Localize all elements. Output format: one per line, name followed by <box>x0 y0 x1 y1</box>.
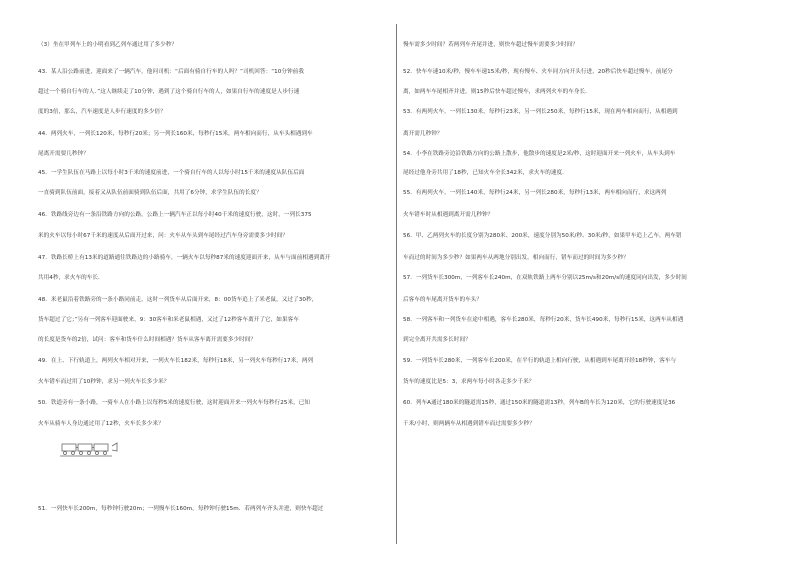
right-column-line-5: 离开需几秒钟？ <box>403 131 443 137</box>
right-column-line-6: 54．小李在铁路旁边沿铁路方向的公路上散步，他散步的速度是2米/秒，这时迎面开来一列火车，从车头到车 <box>403 151 676 157</box>
column-divider <box>396 24 397 544</box>
right-column-line-2: 52．快车车速10米/秒，慢车车速15米/秒，现有慢车、火车同方向开头行进，20秒后快车超过慢车，前尾分 <box>403 69 673 75</box>
left-column-line-4: 度的3倍，那么，汽车速度是人步行速度的多少倍？ <box>38 109 166 115</box>
right-column-line-9: 火车错车时从相遇到离开需几秒钟？ <box>403 212 494 218</box>
left-column-line-18: 50．铁道旁有一条小路，一骑车人在小路上以每秒5米的速度行驶，这时迎面开来一列火车每秒行25米，已知 <box>38 400 311 406</box>
left-column-line-20: 51．一列快车长200m，每秒钟行驶20m；一列慢车长160m，每秒钟行驶15m．若两列车齐头并进，则快车超过 <box>38 506 324 512</box>
left-column-line-6: 尾离开需要几秒钟？ <box>38 151 89 157</box>
left-column-line-8: 一直骑到队伍前面，接着又从队伍前面骑到队伍后面，共用了6分钟，求学生队伍的长度？ <box>38 190 262 196</box>
right-column-line-7: 尾经过他身旁共用了18秒，已知火车全长342米，求火车的速度． <box>403 170 568 176</box>
left-column-line-2: 43．某人沿公路前进，迎面来了一辆汽车，他问司机：“后面有骑自行车的人吗？”司机回答：“10分钟前我 <box>38 69 304 75</box>
train-sketch-icon <box>60 438 120 460</box>
right-column-line-10: 56．甲、乙两列火车的长度分别为280米、200米，速度分别为50米/秒、30米/秒，如果甲车追上乙车，两车错 <box>403 233 682 239</box>
right-column-line-11: 车而过的时间为多少秒？如果两车从两地分别出发，相向而行，错车而过的时间为多少秒？ <box>403 255 629 261</box>
right-column-line-1: 慢车需多少时间？若两列车齐尾并进，则快车超过慢车需要多少时间？ <box>403 42 578 48</box>
left-column-line-1: （3）坐在甲列车上的小明看到乙列车通过用了多少秒？ <box>38 42 178 48</box>
right-column-line-14: 58．一列客车和一列货车在途中相遇，客车长280米，每秒行20米，货车长490米，每秒行15米，这两车从相遇 <box>403 317 684 323</box>
right-column-line-3: 离，如两车车尾相齐并进，则15秒后快车超过慢车，求两列火车的车身长． <box>403 89 591 95</box>
right-column-line-13: 后客车的车尾离开货车的车头？ <box>403 297 483 303</box>
left-column-line-19: 火车从骑车人身边通过用了12秒，火车长多少米？ <box>38 421 164 427</box>
left-column-line-7: 45．一学生队伍在马路上以每小时3千米的速度前进，一个骑自行车的人以每小时15千米的速度从队伍后面 <box>38 170 305 176</box>
right-column-line-18: 60．列车A通过180米的隧道需15秒，通过150米的隧道需13秒，列车B的车长为120米，它的行驶速度是36 <box>403 400 676 406</box>
right-column-line-12: 57．一列货车长300m，一列客车长240m，在双轨铁路上两车分别以25m/s和20m/s的速度同向出发，多少时间 <box>403 275 687 281</box>
left-column-line-9: 46．铁路线旁边有一条沿铁路方向的公路，公路上一辆汽车正以每小时40千米的速度行驶，这时，一列长375 <box>38 212 312 218</box>
right-column-line-8: 55．有两列火车，一列长140米，每秒行24米，另一列长280米，每秒行13米，两车相向而行，求这两列 <box>403 190 667 196</box>
left-column-line-11: 47．铁路长桥上有13米的道路通往铁路边的小路骑车，一辆火车以每秒87米的速度迎面开来，从车与面前相遇到离开 <box>38 255 331 261</box>
right-column-line-16: 59．一列货车长280米，一列客车长200米，在平行的轨道上相向行驶，从相遇到车尾离开经18秒钟，客车与 <box>403 358 677 364</box>
left-column-line-13: 48．米老鼠沿着铁路旁的一条小路同前走，这时一列货车从后面开来，8：00货车追上了米老鼠，又过了30秒， <box>38 297 318 303</box>
left-column-line-12: 共用4秒，求火车的车长． <box>38 275 104 281</box>
right-column-line-19: 千米/小时，则两辆车从相遇到错车而过需要多少秒？ <box>403 421 535 427</box>
left-column-line-14: 货车超过了它；”另有一列客车迎面驶来，9：30客车和米老鼠相遇，又过了12秒客车离开了它，如果客车 <box>38 317 299 323</box>
right-column-line-4: 53．有两列火车，一列长130米，每秒行23米，另一列长250米，每秒行15米，现在两车相向而行，从相遇到 <box>403 109 678 115</box>
left-column-line-15: 的长度是货车的2倍，试问：客车和货车什么时间相遇？货车从客车离开需要多少时间？ <box>38 337 257 343</box>
left-column-line-3: 超过一个骑自行车的人．”这人继续走了10分钟，遇到了这个骑自行车的人，如果自行车的速度是人步行速 <box>38 89 300 95</box>
right-column-line-17: 货车的速度比是5：3，求两车每小时各走多少千米？ <box>403 379 535 385</box>
left-column-line-5: 44．两列火车，一列长120米，每秒行20米；另一列长160米，每秒行15米，两车相向而行，从车头相遇到车 <box>38 131 313 137</box>
left-column-line-10: 米的火车以每小时67千米的速度从后面开过来，问：火车从车头到车尾经过汽车身旁需要多少时间？ <box>38 233 288 239</box>
left-column-line-16: 49．在上、下行轨道上，两列火车相对开来，一列火车长182米，每秒行18米，另一列火车每秒行17米，两列 <box>38 358 314 364</box>
right-column-line-15: 到完全离开共需多长时间？ <box>403 337 471 343</box>
left-column-line-17: 火车错车而过用了10秒钟，求另一列火车长多少米？ <box>38 379 170 385</box>
